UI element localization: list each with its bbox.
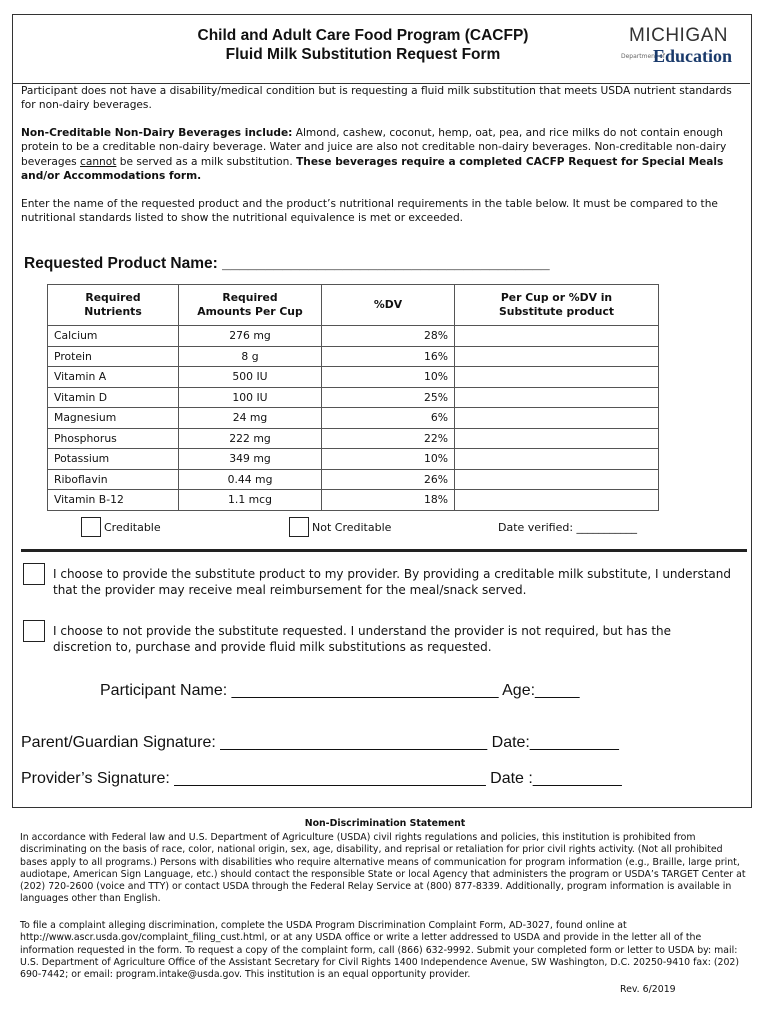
form-frame (12, 14, 752, 808)
table-row (48, 449, 659, 470)
nutrient-name: Magnesium (48, 408, 179, 429)
nutrient-name: Vitamin D (48, 387, 179, 408)
nutrient-dv: 10% (322, 449, 455, 470)
section-divider (21, 549, 747, 552)
not-creditable-label: Not Creditable (312, 521, 392, 534)
table-row (48, 346, 659, 367)
substitute-value-cell[interactable] (455, 367, 659, 388)
creditable-checkbox[interactable] (81, 517, 101, 537)
table-row (48, 408, 659, 429)
provide-substitute-checkbox[interactable] (23, 563, 45, 585)
nutrient-amount: 24 mg (179, 408, 322, 429)
form-title: Child and Adult Care Food Program (CACFP) Fluid Milk Substitution Request Form (197, 27, 529, 63)
nutrient-dv: 22% (322, 428, 455, 449)
table-row (48, 387, 659, 408)
nutrient-name: Vitamin A (48, 367, 179, 388)
not-provide-substitute-checkbox[interactable] (23, 620, 45, 642)
nutrient-amount: 349 mg (179, 449, 322, 470)
michigan-education-logo: MICHIGAN Department of Education (621, 25, 733, 66)
nondiscrimination-paragraph-1: In accordance with Federal law and U.S. Department of Agriculture (USDA) civil rights regulations and policies, this institution is prohibited from discriminating on the basis of race, color, national origin, sex, age, disability, and reprisal or retaliation for prior civil rights activity. (Not all prohibited bases apply to all programs.) Persons with disabilities who require alternative means of communication for program information (e.g., Braille, large print, audiotape, American Sign Language, etc.) should contact the responsible State or local Agency that administers the program or USDA’s TARGET Center at (202) 720-2600 (voice and TTY) or contact USDA through the Federal Relay Service at (800) 877-8339. Additionally, program information is available in languages other than English. (20, 832, 746, 905)
not-provide-substitute-statement: I choose to not provide the substitute requested. I understand the provider is not required, but has the discretion to, purchase and provide fluid milk substitutions as requested. (53, 624, 672, 654)
nutrient-amount: 276 mg (179, 326, 322, 347)
table-row (48, 490, 659, 511)
nondiscrimination-paragraph-2: To file a complaint alleging discrimination, complete the USDA Program Discrimination Complaint Form, AD-3027, found online at http://www.ascr.usda.gov/complaint_filing_cust.html, or at any USDA office or write a letter addressed to USDA and provide in the letter all of the information requested in the form. To request a copy of the complaint form, call (866) 632-9992. Submit your completed form or letter to USDA by: mail: U.S. Department of Agriculture Office of the Assistant Secretary for Civil Rights 1400 Independence Avenue, SW Washington, D.C. 20250-9410 fax: (202) 690-7442; or email: program.intake@usda.gov. This institution is an equal opportunity provider. (20, 920, 740, 981)
form-header (13, 15, 750, 84)
requested-product-name-field[interactable]: Requested Product Name: ______________________________________ (24, 255, 550, 272)
header-required-amounts: Required Amounts Per Cup (179, 285, 322, 326)
nutrient-amount: 0.44 mg (179, 469, 322, 490)
nutrient-dv: 16% (322, 346, 455, 367)
table-header-row (48, 285, 659, 326)
nutrient-amount: 8 g (179, 346, 322, 367)
nutrient-dv: 25% (322, 387, 455, 408)
nutrient-name: Protein (48, 346, 179, 367)
substitute-value-cell[interactable] (455, 428, 659, 449)
nutrient-amount: 100 IU (179, 387, 322, 408)
header-substitute-product: Per Cup or %DV in Substitute product (455, 285, 659, 326)
nutrient-dv: 28% (322, 326, 455, 347)
substitute-value-cell[interactable] (455, 469, 659, 490)
nondiscrimination-title: Non-Discrimination Statement (304, 818, 466, 829)
nutrient-amount: 222 mg (179, 428, 322, 449)
substitute-value-cell[interactable] (455, 346, 659, 367)
nutrient-name: Riboflavin (48, 469, 179, 490)
nutrient-table (47, 284, 659, 511)
substitute-value-cell[interactable] (455, 449, 659, 470)
nutrient-name: Calcium (48, 326, 179, 347)
intro-paragraph-1: Participant does not have a disability/medical condition but is requesting a fluid milk substitution that meets USDA nutrient standards for non-dairy beverages. (21, 85, 732, 112)
creditable-label: Creditable (104, 521, 161, 534)
nutrient-amount: 1.1 mcg (179, 490, 322, 511)
nutrient-dv: 10% (322, 367, 455, 388)
revision-date: Rev. 6/2019 (620, 984, 676, 995)
provider-signature-field[interactable]: Provider’s Signature: ___________________________________ Date :__________ (21, 770, 622, 787)
nutrient-dv: 18% (322, 490, 455, 511)
nutrient-dv: 26% (322, 469, 455, 490)
substitute-value-cell[interactable] (455, 408, 659, 429)
table-row (48, 326, 659, 347)
header-dv: %DV (322, 285, 455, 326)
nutrient-name: Potassium (48, 449, 179, 470)
intro-paragraph-3: Enter the name of the requested product and the product’s nutritional requirements in the table below. It must be compared to the nutritional standards listed to show the nutritional equivalence is met or exceeded. (21, 198, 718, 225)
table-row (48, 469, 659, 490)
date-verified-field[interactable]: Date verified: ___________ (498, 521, 638, 534)
nutrient-name: Vitamin B-12 (48, 490, 179, 511)
substitute-value-cell[interactable] (455, 490, 659, 511)
table-row (48, 428, 659, 449)
nutrient-amount: 500 IU (179, 367, 322, 388)
intro-paragraph-2: Non-Creditable Non-Dairy Beverages include: Almond, cashew, coconut, hemp, oat, pea, and rice milks do not contain enough protein to be a creditable non-dairy beverage. Water and juice are also not creditable non-dairy beverages. Non-creditable non-dairy beverages cannot be served as a milk substitution. These beverages require a completed CACFP Request for Special Meals and/or Accommodations form. (21, 127, 727, 182)
provide-substitute-statement: I choose to provide the substitute product to my provider. By providing a creditable milk substitute, I understand that the provider may receive meal reimbursement for the meal/snack served. (53, 567, 731, 597)
nutrient-dv: 6% (322, 408, 455, 429)
substitute-value-cell[interactable] (455, 326, 659, 347)
header-required-nutrients: Required Nutrients (48, 285, 179, 326)
not-creditable-checkbox[interactable] (289, 517, 309, 537)
substitute-value-cell[interactable] (455, 387, 659, 408)
table-row (48, 367, 659, 388)
nutrient-name: Phosphorus (48, 428, 179, 449)
guardian-signature-field[interactable]: Parent/Guardian Signature: ______________________________ Date:__________ (21, 734, 619, 751)
participant-name-field[interactable]: Participant Name: ______________________________ Age:_____ (100, 682, 580, 699)
